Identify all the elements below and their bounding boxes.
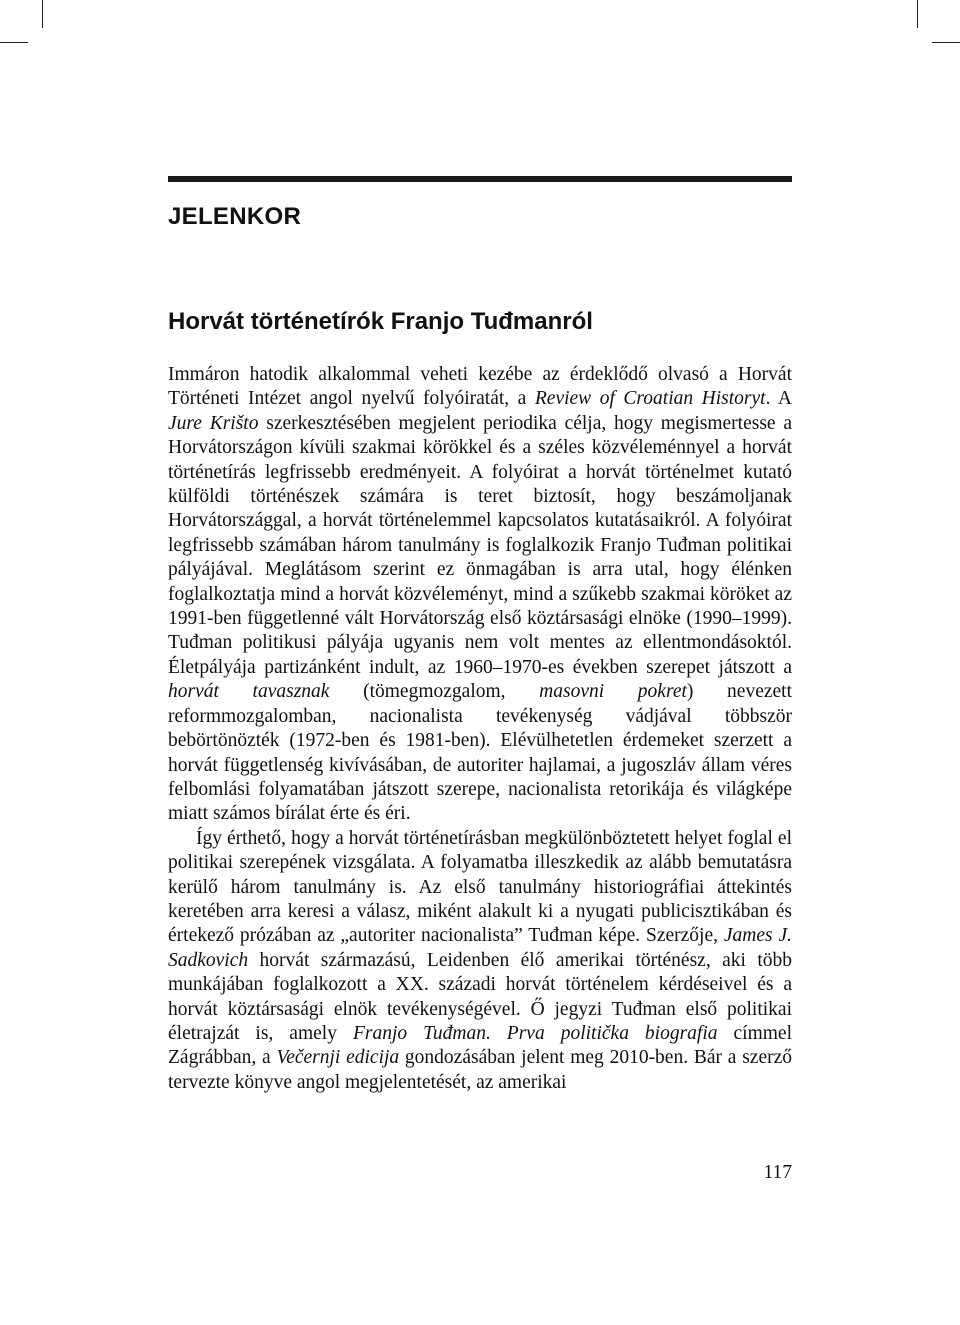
italic-text: horvát tavasznak (168, 681, 330, 703)
section-title: JELENKOR (168, 203, 302, 230)
crop-mark-top-right-horizontal (932, 42, 960, 43)
text-run: horvát származású, Leidenben élő amerikai történész, aki több munkájában foglalkozott a XX. századi horvát történelem kérdéseivel és a horvát köztársasági elnök tevékenységével. Ő jegyzi Tuđman első politikai életrajzát is, amely (168, 949, 792, 1044)
crop-mark-top-left-horizontal (0, 42, 28, 43)
text-run: Így érthető, hogy a horvát történetírásban megkülönböztetett helyet foglal el politikai szerepének vizsgálata. A folyamatba illeszkedik az alább bemutatásra kerülő három tanulmány is. Az első tanulmány historiográfiai áttekintés keretében arra keresi a válasz, miként alakult ki a nyugati publicisztikában és értekező prózában az „autoriter nacionalista” Tuđman képe. Szerzője, (168, 827, 792, 947)
article-body (168, 363, 792, 1095)
text-run: szerkesztésében megjelent periodika célja, hogy megismertesse a Horvátországon kívüli szakmai körökkel és a széles közvéleménnyel a horvát történetírás legfrissebb eredményeit. A folyóirat a horvát történelmet kutató külföldi történészek számára is teret biztosít, hogy beszámoljanak Horvátországgal, a horvát történelemmel kapcsolatos kutatásaikról. A folyóirat legfrissebb számában három tanulmány is foglalkozik Franjo Tuđman politikai pályájával. Meglátásom szerint ez önmagában is arra utal, hogy élénken foglalkoztatja mind a horvát közvéleményt, mind a szűkebb szakmai köröket az 1991-ben függetlenné vált Horvátország első köztársasági elnöke (1990–1999). Tuđman politikusi pályája ugyanis nem volt mentes az ellentmondásoktól. Életpályája partizánként indult, az 1960–1970-es években szerepet játszott a (168, 412, 792, 678)
text-run: (tömegmozgalom, (329, 681, 540, 703)
crop-mark-top-right-vertical (917, 0, 918, 28)
body-paragraph (168, 363, 792, 827)
text-run: ) nevezett reformmozgalomban, nacionalista tevékenység vádjával többször bebörtönözték (1972-ben és 1981-ben). Elévülhetetlen érdemeket szerzett a horvát függetlenség kivívásában, de autoriter hajlamai, a jugoszláv állam véres felbomlási folyamatában játszott szerepe, nacionalista retorikája és világképe miatt számos bírálat érte és éri. (168, 681, 792, 825)
italic-text: Franjo Tuđman. Prva politička biografia (352, 1022, 718, 1044)
italic-text: Večernji edicija (276, 1047, 400, 1069)
text-run: . A (765, 388, 792, 410)
article-title: Horvát történetírók Franjo Tuđmanról (168, 308, 593, 335)
text-run: Immáron hatodik alkalommal veheti kezébe az érdeklődő olvasó a Horvát Történeti Intézet angol nyelvű folyóiratát, a (168, 364, 792, 410)
italic-text: James J. Sadkovich (168, 925, 792, 971)
text-run: címmel Zágrábban, a (168, 1022, 793, 1069)
body-paragraph (168, 827, 792, 1095)
header-rule (168, 176, 792, 182)
crop-mark-top-left-vertical (42, 0, 43, 28)
italic-text: Jure Krišto (168, 412, 259, 434)
italic-text: masovni pokret (539, 681, 687, 703)
text-run: gondozásában jelent meg 2010-ben. Bár a szerző tervezte könyve angol megjelentetését, az amerikai (168, 1047, 792, 1093)
page-number: 117 (763, 1162, 792, 1183)
italic-text: Review of Croatian Historyt (534, 388, 766, 410)
